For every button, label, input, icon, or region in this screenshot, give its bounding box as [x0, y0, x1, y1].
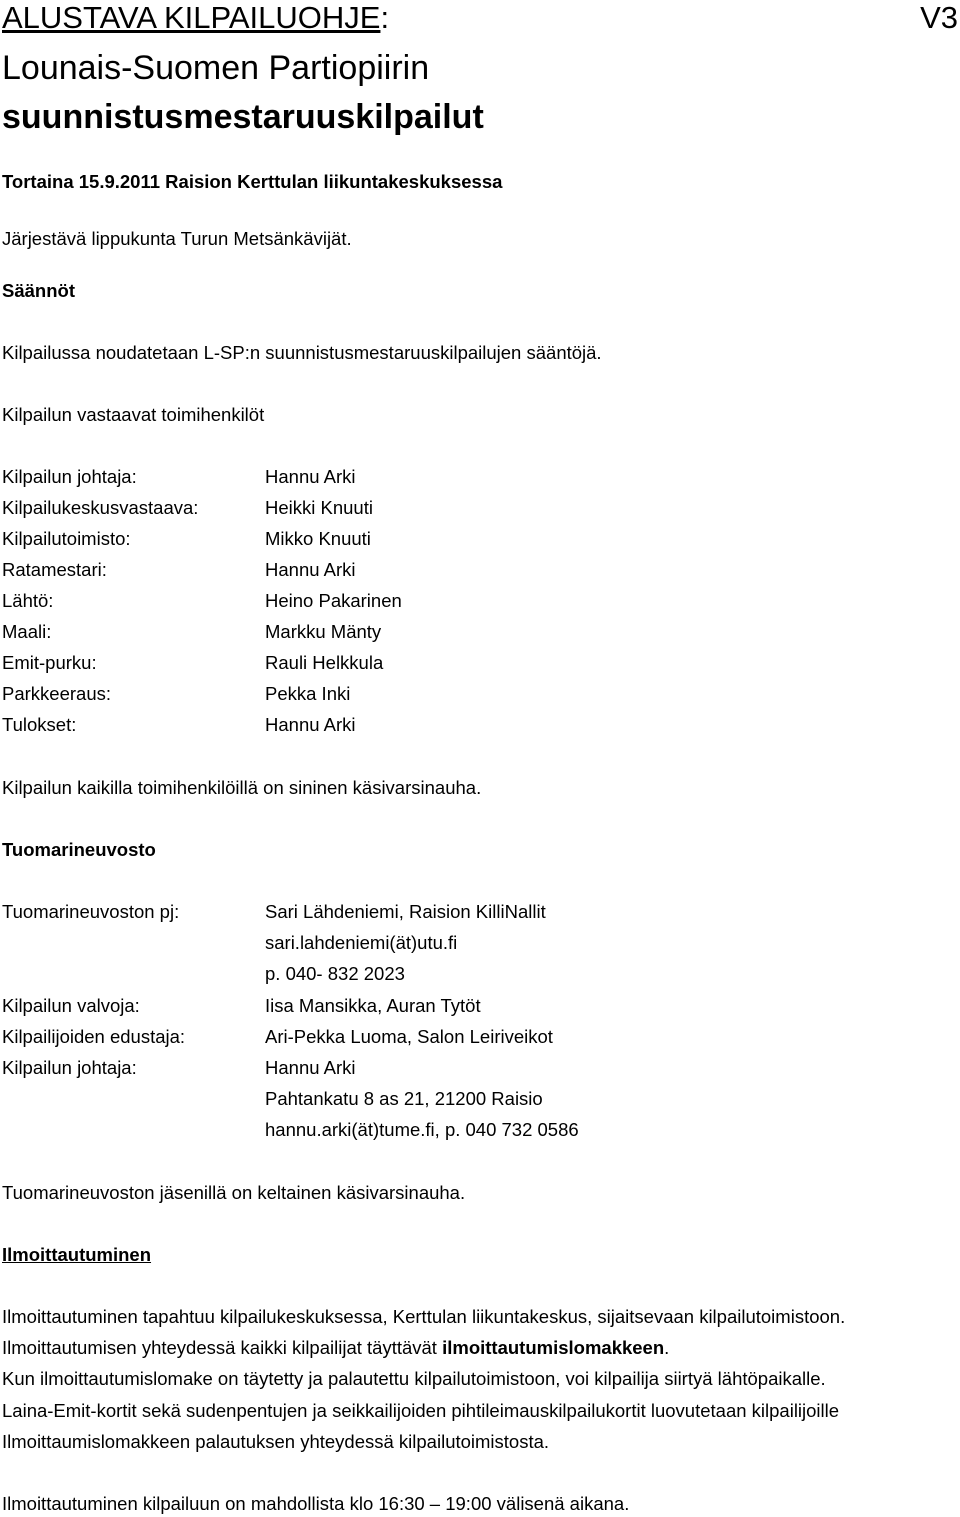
official-role: Maali:: [2, 621, 52, 642]
document-title-colon: :: [380, 0, 390, 35]
event-organizer: Järjestävä lippukunta Turun Metsänkävijät.: [2, 228, 352, 249]
event-date-place: Tortaina 15.9.2011 Raision Kerttulan liikuntakeskuksessa: [2, 171, 503, 192]
official-role: Kilpailutoimisto:: [2, 528, 131, 549]
official-role: Kilpailun johtaja:: [2, 466, 137, 487]
jury-director-name: Hannu Arki: [265, 1057, 356, 1078]
registration-line-5: Ilmoittaumislomakkeen palautuksen yhteydessä kilpailutoimistosta.: [2, 1431, 550, 1452]
official-name: Markku Mänty: [265, 621, 382, 642]
jury-chair-phone: p. 040- 832 2023: [265, 963, 405, 984]
document-title-text: ALUSTAVA KILPAILUOHJE: [2, 0, 381, 35]
registration-heading: Ilmoittautuminen: [2, 1244, 152, 1265]
official-role: Tulokset:: [2, 714, 77, 735]
jury-chair-name: Sari Lähdeniemi, Raision KilliNallit: [265, 901, 546, 922]
jury-supervisor-label: Kilpailun valvoja:: [2, 995, 140, 1016]
official-name: Heikki Knuuti: [265, 497, 373, 518]
official-name: Hannu Arki: [265, 559, 356, 580]
subtitle-line2: suunnistusmestaruuskilpailut: [2, 98, 484, 136]
registration-line-2: [2, 1337, 669, 1359]
jury-heading: Tuomarineuvosto: [2, 839, 156, 860]
jury-rep-label: Kilpailijoiden edustaja:: [2, 1026, 186, 1047]
jury-supervisor-name: Iisa Mansikka, Auran Tytöt: [265, 995, 481, 1016]
registration-line-1: Ilmoittautuminen tapahtuu kilpailukeskuksessa, Kerttulan liikuntakeskus, sijaitsevaan kilpailutoimistoon.: [2, 1306, 846, 1327]
registration-line-2-end: .: [664, 1337, 670, 1358]
officials-heading: Kilpailun vastaavat toimihenkilöt: [2, 404, 265, 425]
official-role: Lähtö:: [2, 590, 54, 611]
registration-form-name: ilmoittautumislomakkeen: [442, 1337, 665, 1358]
official-name: Mikko Knuuti: [265, 528, 371, 549]
official-role: Ratamestari:: [2, 559, 107, 580]
rules-text: Kilpailussa noudatetaan L-SP:n suunnistusmestaruuskilpailujen sääntöjä.: [2, 342, 602, 363]
jury-director-contact: hannu.arki(ät)tume.fi, p. 040 732 0586: [265, 1119, 579, 1140]
version-label: V3: [920, 0, 958, 35]
registration-line-6: Ilmoittautuminen kilpailuun on mahdollista klo 16:30 – 19:00 välisenä aikana.: [2, 1493, 630, 1514]
document-title: [2, 0, 389, 36]
official-role: Parkkeeraus:: [2, 683, 111, 704]
official-name: Hannu Arki: [265, 466, 356, 487]
jury-armband-note: Tuomarineuvoston jäsenillä on keltainen käsivarsinauha.: [2, 1182, 466, 1203]
jury-chair-label: Tuomarineuvoston pj:: [2, 901, 180, 922]
official-name: Hannu Arki: [265, 714, 356, 735]
registration-line-2-text: Ilmoittautumisen yhteydessä kaikki kilpailijat täyttävät: [2, 1337, 443, 1358]
official-role: Emit-purku:: [2, 652, 97, 673]
official-name: Pekka Inki: [265, 683, 351, 704]
subtitle-line1: Lounais-Suomen Partiopiirin: [2, 49, 430, 87]
rules-heading: Säännöt: [2, 280, 75, 301]
jury-chair-email: sari.lahdeniemi(ät)utu.fi: [265, 932, 458, 953]
officials-armband-note: Kilpailun kaikilla toimihenkilöillä on sininen käsivarsinauha.: [2, 777, 482, 798]
official-role: Kilpailukeskusvastaava:: [2, 497, 199, 518]
official-name: Rauli Helkkula: [265, 652, 384, 673]
jury-rep-name: Ari-Pekka Luoma, Salon Leiriveikot: [265, 1026, 553, 1047]
registration-line-3: Kun ilmoittautumislomake on täytetty ja palautettu kilpailutoimistoon, voi kilpailija siirtyä lähtöpaikalle.: [2, 1368, 826, 1389]
jury-director-address: Pahtankatu 8 as 21, 21200 Raisio: [265, 1088, 543, 1109]
registration-line-4: Laina-Emit-kortit sekä sudenpentujen ja seikkailijoiden pihtileimauskilpailukortit luovutetaan kilpailijoille: [2, 1400, 840, 1421]
jury-director-label: Kilpailun johtaja:: [2, 1057, 137, 1078]
official-name: Heino Pakarinen: [265, 590, 402, 611]
